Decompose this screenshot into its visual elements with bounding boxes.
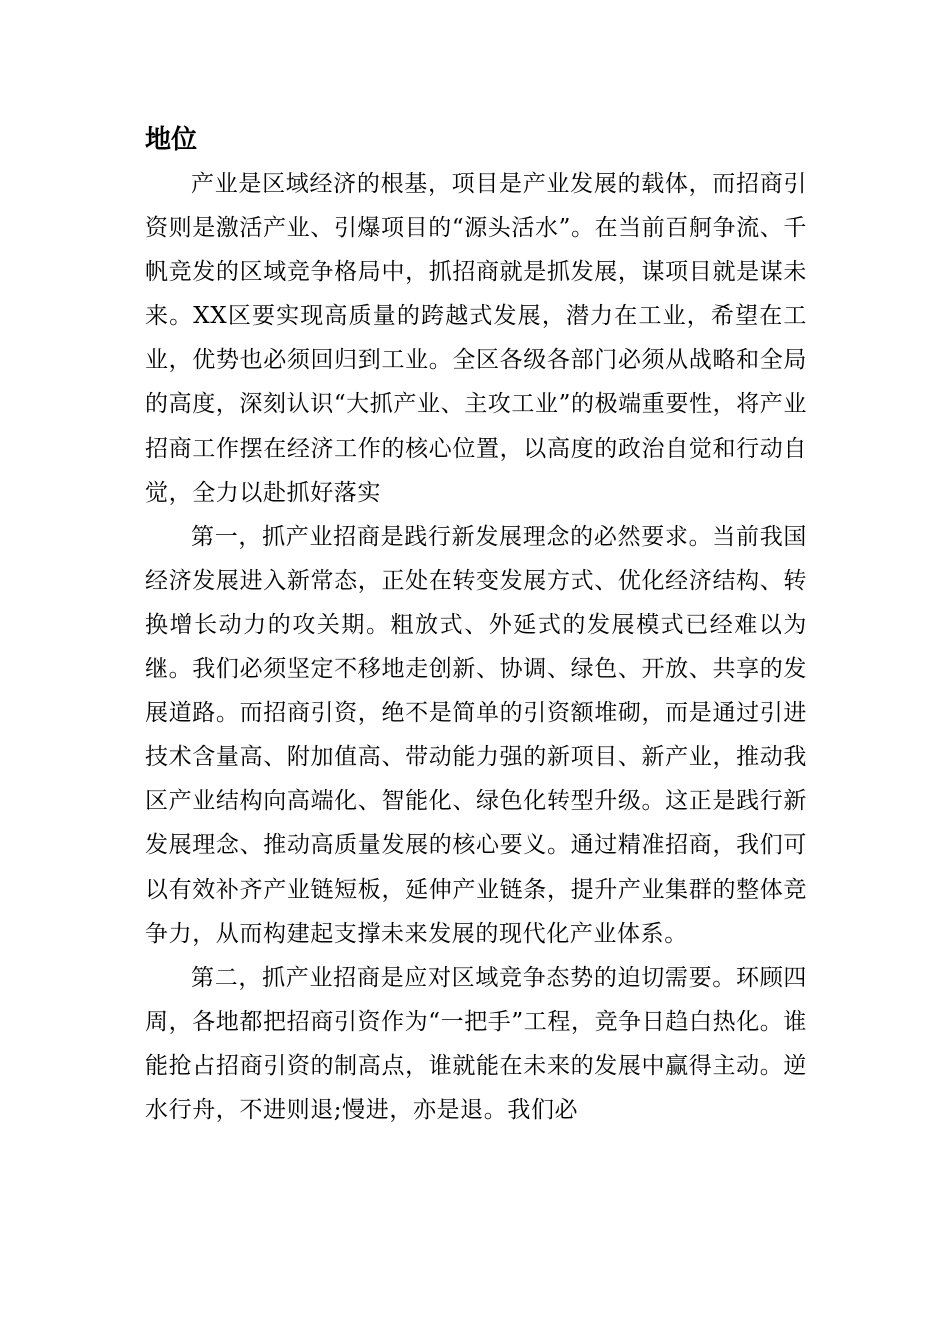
- paragraph-first: 第一，抓产业招商是践行新发展理念的必然要求。当前我国经济发展进入新常态，正处在转变发展方式、优化经济结构、转换增长动力的攻关期。粗放式、外延式的发展模式已经难以为继。我们必须坚定不移地走创新、协调、绿色、开放、共享的发展道路。而招商引资，绝不是简单的引资额堆砌，而是通过引进技术含量高、附加值高、带动能力强的新项目、新产业，推动我区产业结构向高端化、智能化、绿色化转型升级。这正是践行新发展理念、推动高质量发展的核心要义。通过精准招商，我们可以有效补齐产业链短板，延伸产业链条，提升产业集群的整体竞争力，从而构建起支撑未来发展的现代化产业体系。: [145, 523, 807, 947]
- paragraph-second: 第二，抓产业招商是应对区域竞争态势的迫切需要。环顾四周，各地都把招商引资作为“一把手”工程，竞争日趋白热化。谁能抢占招商引资的制高点，谁就能在未来的发展中赢得主动。逆水行舟，不进则退;慢进，亦是退。我们必: [145, 964, 807, 1123]
- section-heading: 地位: [145, 125, 198, 155]
- paragraph-intro: 产业是区域经济的根基，项目是产业发展的载体，而招商引资则是激活产业、引爆项目的“源头活水”。在当前百舸争流、千帆竞发的区域竞争格局中，抓招商就是抓发展，谋项目就是谋未来。XX区要实现高质量的跨越式发展，潜力在工业，希望在工业，优势也必须回归到工业。全区各级各部门必须从战略和全局的高度，深刻认识“大抓产业、主攻工业”的极端重要性，将产业招商工作摆在经济工作的核心位置，以高度的政治自觉和行动自觉，全力以赴抓好落实: [145, 171, 807, 506]
- body-text: [145, 162, 807, 1132]
